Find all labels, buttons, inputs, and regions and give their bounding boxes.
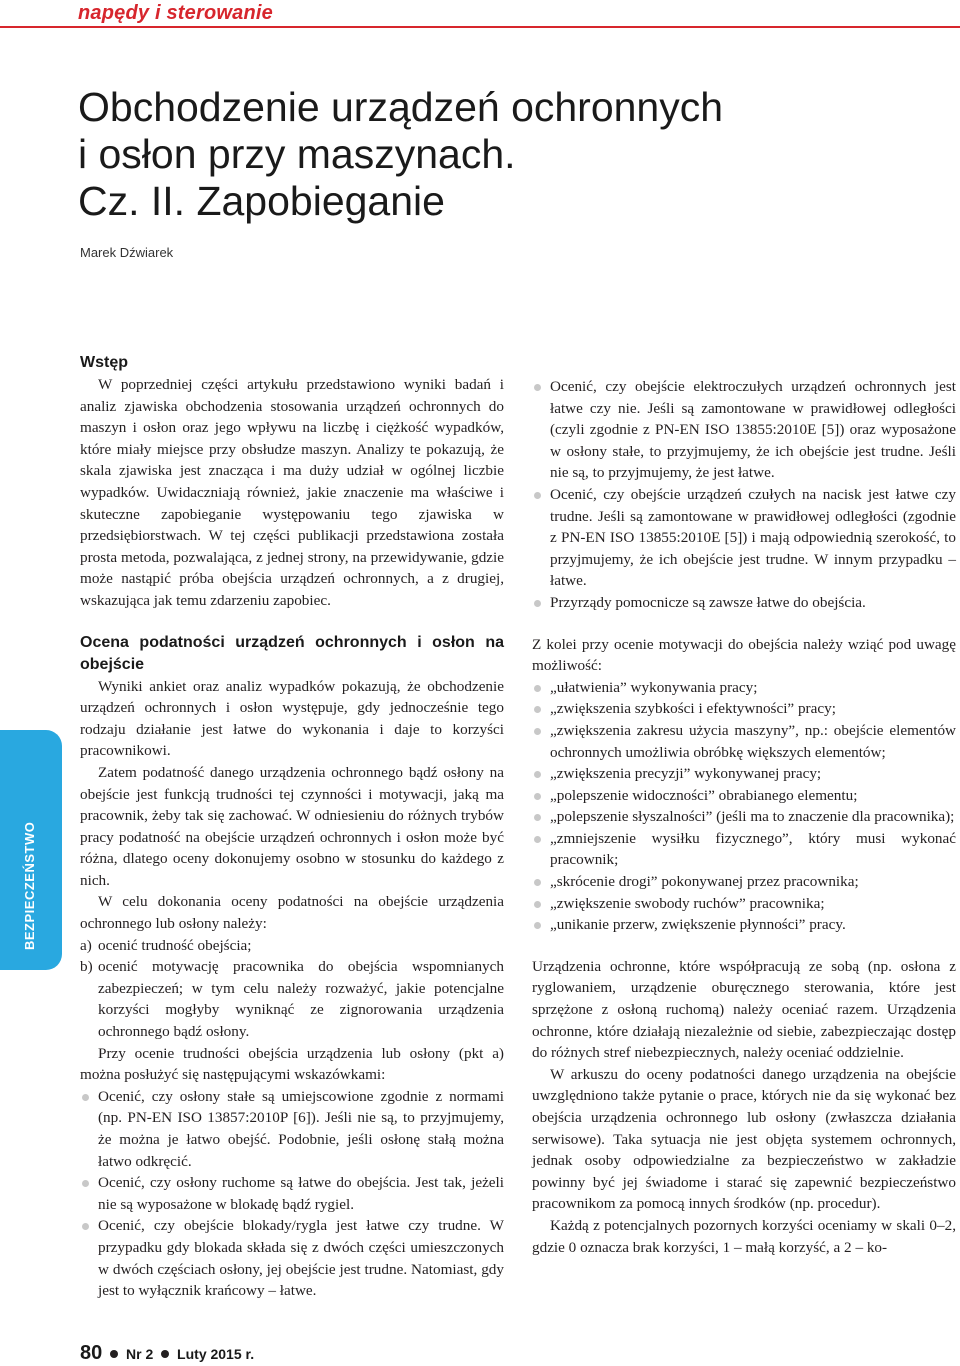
section-header-bar bbox=[0, 0, 960, 28]
list-item-text: ocenić trudność obejścia; bbox=[98, 936, 252, 954]
bullet-dot-icon bbox=[110, 1350, 118, 1358]
list-item: „zwiększenia precyzji” wykonywanej pracy; bbox=[532, 763, 956, 785]
paragraph: W poprzedniej części artykułu przedstawiono wyniki badań i analiz zjawiska obchodzenia stosowania urządzeń ochronnych do maszyn i osłon oraz jego wpływu na liczbę i ciężkość wypadków, które miały miejsce przy obsłudze maszyn. Analizy te pokazują, że skala zjawiska jest znacząca i ma duży udział w ogólnej liczbie wypadków. Uwidaczniają również, jakie znaczenie ma właściwe i skuteczne zapobieganie występowaniu tego zjawiska w przedsiębiorstwach. W tej części publikacji przedstawiona została prosta metoda, pozwalająca, z jednej strony, na przewidywanie, gdzie może nastąpić próba obejścia urządzeń ochronnych, a z drugiej, wskazująca jak temu zdarzeniu zapobiec. bbox=[80, 376, 504, 609]
list-marker: a) bbox=[80, 936, 92, 954]
paragraph: W arkuszu do oceny podatności danego urządzenia na obejście uwzględniono także pytanie o prace, których nie da się wykonać bez obejścia urządzenia ochronnego lub osłony (zwłaszcza działania serwisowe). Taka sytuacja nie jest objęta systemem ochronnych, jednak osoby odpowiedzialne za bezpieczeństwo w zakładzie powinny być jej świadome i starać się zapewnić bezpieczeństwo pracownikom za pomocą innych środków (np. procedur). bbox=[532, 1065, 956, 1213]
bullet-list bbox=[532, 677, 956, 936]
issue-number: Nr 2 bbox=[126, 1346, 154, 1362]
paragraph: Urządzenia ochronne, które współpracują ze sobą (np. osłona z ryglowaniem, urządzenie oburęcznego sterowania, które jest sprzężone z osłoną ruchomą) należy oceniać razem. Urządzenia ochronne, które działają niezależnie od siebie, zabezpieczając dostęp do różnych stref niebezpiecznych, należy oceniać oddzielnie. bbox=[532, 957, 956, 1062]
list-item: Przyrządy pomocnicze są zawsze łatwe do obejścia. bbox=[532, 592, 956, 614]
list-item: „zwiększenie swobody ruchów” pracownika; bbox=[532, 893, 956, 915]
paragraph: Wyniki ankiet oraz analiz wypadków pokazują, że obchodzenie urządzeń ochronnych i osłon występuje, gdy jednocześnie tego rodzaju działanie jest łatwe do wykonania i daje to korzyści pracownikowi. bbox=[80, 677, 504, 760]
spacer bbox=[532, 936, 956, 956]
left-column bbox=[80, 352, 504, 1302]
author: Marek Dźwiarek bbox=[80, 245, 174, 260]
bullet-list bbox=[80, 1086, 504, 1302]
list-item: Ocenić, czy osłony ruchome są łatwe do obejścia. Jest tak, jeżeli nie są wyposażone w blokadę bądź rygiel. bbox=[80, 1172, 504, 1215]
list-item: „unikanie przerw, zwiększenie płynności” pracy. bbox=[532, 914, 956, 936]
list-item: „zwiększenia szybkości i efektywności” pracy; bbox=[532, 698, 956, 720]
title-line: Cz. II. Zapobieganie bbox=[78, 178, 445, 224]
list-item: „skrócenie drogi” pokonywanej przez pracownika; bbox=[532, 871, 956, 893]
heading-ocena: Ocena podatności urządzeń ochronnych i osłon na obejście bbox=[80, 633, 504, 673]
paragraph: Każdą z potencjalnych pozornych korzyści oceniamy w skali 0–2, gdzie 0 oznacza brak korzyści, 1 – małą korzyść, a 2 – ko- bbox=[532, 1216, 956, 1256]
list-item bbox=[80, 956, 504, 1042]
list-item: „polepszenie słyszalności” (jeśli ma to znaczenie dla pracownika); bbox=[532, 806, 956, 828]
list-item: Ocenić, czy obejście elektroczułych urządzeń ochronnych jest łatwe czy nie. Jeśli są zamontowane w prawidłowej odległości (czyli zgodnie z PN-EN ISO 13855:2010E [5]) oraz wyposażone w osłony stałe, to przyjmujemy, że ich obejście jest trudne. Jeśli nie są, to przyjmujemy, że jest łatwe. bbox=[532, 376, 956, 484]
paragraph: W celu dokonania oceny podatności na obejście urządzenia ochronnego lub osłony należy: bbox=[80, 893, 504, 933]
title-line: i osłon przy maszynach. bbox=[78, 131, 516, 177]
lettered-list bbox=[80, 935, 504, 1043]
list-item bbox=[80, 935, 504, 957]
page-number: 80 bbox=[80, 1342, 103, 1364]
issue-date: Luty 2015 r. bbox=[177, 1346, 255, 1362]
bullet-dot-icon bbox=[161, 1350, 169, 1358]
list-item: „zmniejszenie wysiłku fizycznego”, który musi wykonać pracownik; bbox=[532, 828, 956, 871]
section-label: napędy i sterowanie bbox=[78, 2, 273, 24]
paragraph: Przy ocenie trudności obejścia urządzenia lub osłony (pkt a) można posłużyć się następującymi wskazówkami: bbox=[80, 1044, 504, 1084]
list-item: „ułatwienia” wykonywania pracy; bbox=[532, 677, 956, 699]
paragraph: Z kolei przy ocenie motywacji do obejścia należy wziąć pod uwagę możliwość: bbox=[532, 635, 956, 675]
heading-wstep: Wstęp bbox=[80, 354, 128, 371]
paragraph: Zatem podatność danego urządzenia ochronnego bądź osłony na obejście jest funkcją trudności tej czynności i motywacji, jaką ma pracownik, żeby tak się zachować. W odniesieniu do różnych trybów pracy podatność na obejście urządzeń ochronnych i osłon może być różna, dlatego oceny dokonujemy osobno w stosunku do każdego z nich. bbox=[80, 763, 504, 889]
header-rule bbox=[0, 26, 960, 28]
list-item: „polepszenie widoczności” obrabianego elementu; bbox=[532, 785, 956, 807]
list-item: „zwiększenia zakresu użycia maszyny”, np.: obejście elementów ochronnych umożliwia obróbkę większych elementów; bbox=[532, 720, 956, 763]
page-footer bbox=[80, 1342, 254, 1365]
side-tab bbox=[0, 730, 62, 970]
bullet-list bbox=[532, 376, 956, 614]
right-column bbox=[532, 376, 956, 1258]
list-item: Ocenić, czy obejście blokady/rygla jest łatwe czy trudne. W przypadku gdy blokada składa się z dwóch części umieszczonych w dwóch częściach osłony, jej obejście jest trudne. Natomiast, gdy jest to wyłącznik krańcowy – łatwe. bbox=[80, 1215, 504, 1301]
list-item: Ocenić, czy osłony stałe są umiejscowione zgodnie z normami (np. PN-EN ISO 13857:2010P [6]). Jeśli nie są, to przyjmujemy, że można je łatwo obejść. Podobnie, jeśli osłonę stałą można łatwo odkręcić. bbox=[80, 1086, 504, 1172]
side-tab-label: BEZPIECZEŃSTWO bbox=[22, 821, 37, 950]
article-title bbox=[78, 84, 878, 225]
list-marker: b) bbox=[80, 958, 93, 976]
list-item-text: ocenić motywację pracownika do obejścia wspomnianych zabezpieczeń; w tym celu należy rozważyć, jakie potencjalne korzyści mogłyby wyniknąć ze zignorowania urządzenia ochronnego bądź osłony. bbox=[98, 958, 504, 1041]
spacer bbox=[532, 614, 956, 634]
list-item: Ocenić, czy obejście urządzeń czułych na nacisk jest łatwe czy trudne. Jeśli są zamontowane w prawidłowej odległości (zgodnie z PN-EN ISO 13855:2010E [5]) i mają odpowiednią szerokość, to przyjmujemy, że ich obejście jest trudne. W innym przypadku – łatwe. bbox=[532, 484, 956, 592]
title-line: Obchodzenie urządzeń ochronnych bbox=[78, 84, 724, 130]
